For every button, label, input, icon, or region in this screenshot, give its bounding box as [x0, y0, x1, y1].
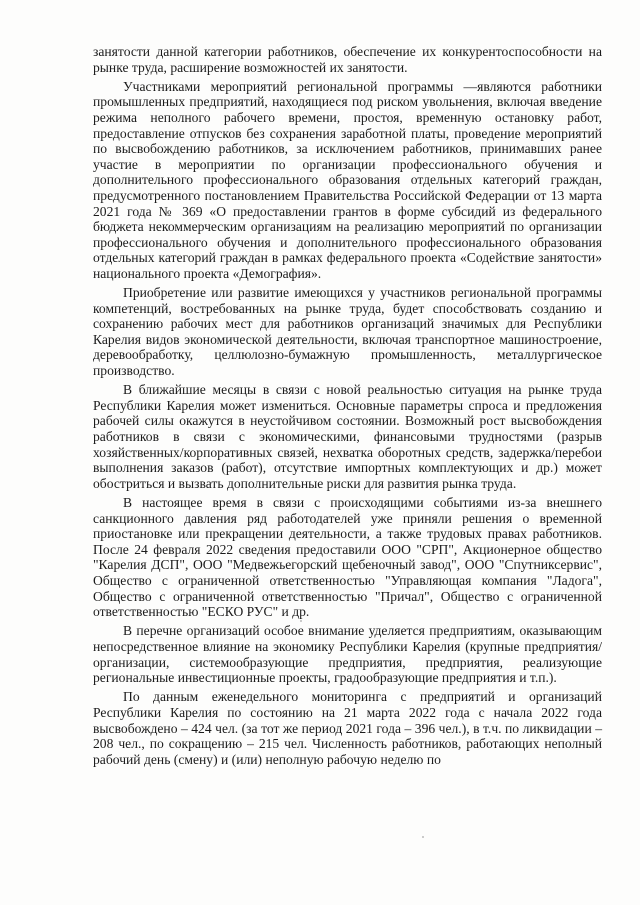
paragraph-labor-market-outlook: В ближайшие месяцы в связи с новой реальностью ситуация на рынке труда Республики Карелия может измениться. Основные параметры спроса и предложения рабочей силы окажутся в неустойчивом состоянии. Возможный рост высвобождения работников в связи с экономическими, финансовыми трудностями (разрыв хозяйственных/корпоративных связей, нехватка оборотных средств, задержка/перебои выполнения заказов (работ), отсутствие импортных комплектующих и др.) может обостриться и вызвать дополнительные риски для развития рынка труда.: [93, 382, 602, 491]
paragraph-program-participants: Участниками мероприятий региональной программы —являются работники промышленных предприятий, находящиеся под риском увольнения, включая введение режима неполного рабочего времени, простоя, временную остановку работ, предоставление отпусков без сохранения заработной платы, проведение мероприятий по высвобождению работников, за исключением работников, принимавших ранее участие в мероприятии по организации профессионального обучения и дополнительного профессионального образования отдельных категорий граждан, предусмотренного постановлением Правительства Российской Федерации от 13 марта 2021 года № 369 «О предоставлении грантов в форме субсидий из федерального бюджета некоммерческим организациям на реализацию мероприятий по организации профессионального обучения и дополнительного профессионального образования отдельных категорий граждан в рамках федерального проекта «Содействие занятости» национального проекта «Демография».: [93, 78, 602, 281]
scan-speck: [422, 836, 424, 838]
paragraph-employment-competitiveness: занятости данной категории работников, обеспечение их конкурентоспособности на рынке труда, расширение возможностей их занятости.: [93, 44, 602, 75]
scan-speck: [300, 620, 302, 622]
paragraph-competencies: Приобретение или развитие имеющихся у участников региональной программы компетенций, востребованных на рынке труда, будет способствовать созданию и сохранению рабочих мест для работников организаций значимых для Республики Карелия видов экономической деятельности, включая транспортное машиностроение, деревообработку, целлюлозно-бумажную промышленность, металлургическое производство.: [93, 285, 602, 379]
paragraph-monitoring-data: По данным еженедельного мониторинга с предприятий и организаций Республики Карелия по состоянию на 21 марта 2022 года с начала 2022 года высвобождено – 424 чел. (за тот же период 2021 года – 396 чел.), в т.ч. по ликвидации – 208 чел., по сокращению – 215 чел. Численность работников, работающих неполный рабочий день (смену) и (или) неполную рабочую неделю по: [93, 689, 602, 767]
document-body: [93, 44, 602, 767]
paragraph-priority-organizations: В перечне организаций особое внимание уделяется предприятиям, оказывающим непосредственное влияние на экономику Республики Карелия (крупные предприятия/организации, системообразующие предприятия, предприятия, реализующие региональные инвестиционные проекты, градообразующие предприятия и т.п.).: [93, 623, 602, 686]
paragraph-sanctions-employers: В настоящее время в связи с происходящими событиями из-за внешнего санкционного давления ряд работодателей уже приняли решения о временной приостановке или прекращении деятельности, а также трудовых правах работников. После 24 февраля 2022 сведения предоставили ООО "СРП", Акционерное общество "Карелия ДСП", ООО "Медвежьегорский щебеночный завод", ООО "Спутниксервис", Общество с ограниченной ответственностью "Управляющая компания "Ладога", Общество с ограниченной ответственностью "Причал", Общество с ограниченной ответственностью "ЕСКО РУС" и др.: [93, 495, 602, 620]
